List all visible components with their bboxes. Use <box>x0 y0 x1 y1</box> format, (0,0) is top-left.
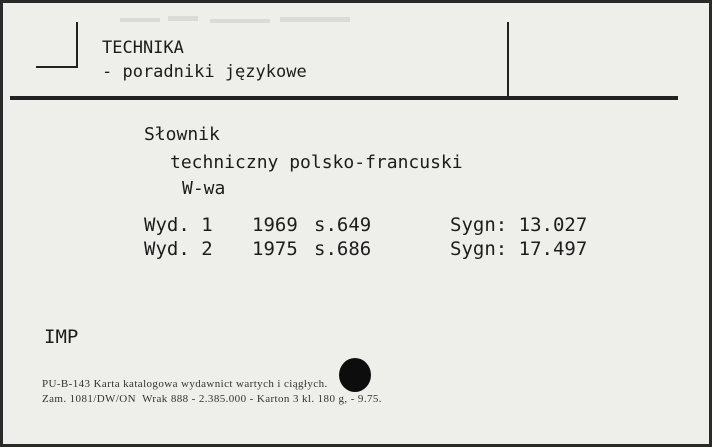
edition-pages: s.649 <box>314 214 372 236</box>
edition-label: Wyd. 2 <box>144 238 213 260</box>
footer-line-2: Zam. 1081/DW/ON Wrak 888 - 2.385.000 - Karton 3 kl. 180 g, - 9.75. <box>42 393 382 405</box>
footer-line-1: PU-B-143 Karta katalogowa wydawnict wartych i ciągłych. <box>42 378 328 390</box>
header-right-vertical <box>507 22 509 98</box>
edition-year: 1975 <box>252 238 298 260</box>
punch-hole <box>339 358 371 392</box>
header-left-vertical <box>76 22 78 68</box>
bleed-through-texture <box>120 12 360 32</box>
category-heading: TECHNIKA <box>102 38 184 58</box>
edition-year: 1969 <box>252 214 298 236</box>
subcategory-heading: - poradniki językowe <box>102 62 307 82</box>
edition-label: Wyd. 1 <box>144 214 213 236</box>
location-code: IMP <box>44 326 79 348</box>
title-line-2: techniczny polsko-francuski <box>170 152 463 173</box>
header-left-tick <box>36 66 78 68</box>
header-divider <box>10 96 678 100</box>
edition-pages: s.686 <box>314 238 372 260</box>
place-of-publication: W-wa <box>182 178 226 199</box>
edition-signature: Sygn: 17.497 <box>450 238 588 260</box>
title-line-1: Słownik <box>144 124 220 145</box>
edition-signature: Sygn: 13.027 <box>450 214 588 236</box>
